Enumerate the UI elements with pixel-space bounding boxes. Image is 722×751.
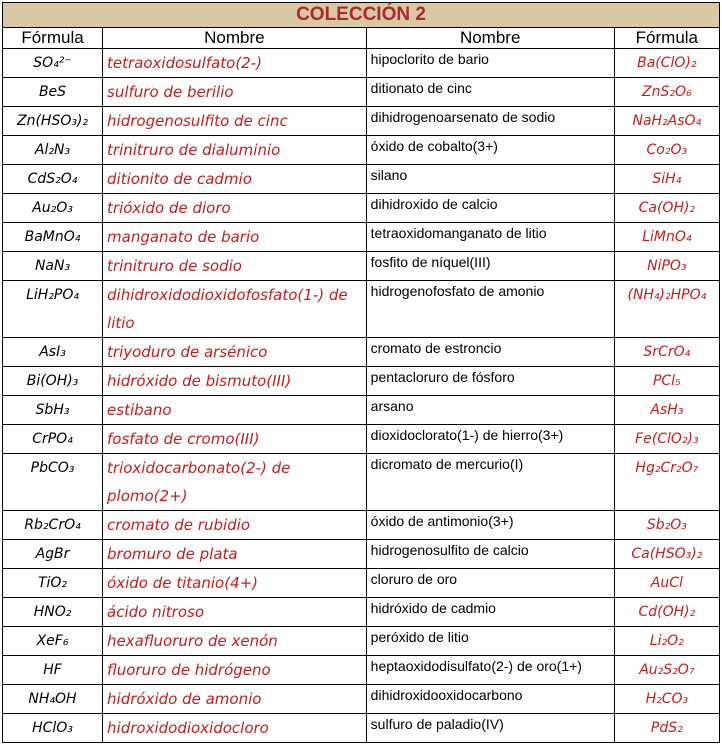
name-answer-cell: trinitruro de dialuminio — [103, 136, 367, 165]
table-row — [3, 714, 720, 743]
name-cell: fosfito de níquel(III) — [366, 252, 614, 281]
name-cell: dihidrogenoarsenato de sodio — [366, 107, 614, 136]
formula-answer-cell: AsH₃ — [614, 396, 719, 425]
formula-answer-cell: Sb₂O₃ — [614, 511, 719, 540]
name-answer-cell: hidrogenosulfito de cinc — [103, 107, 367, 136]
table-row — [3, 194, 720, 223]
formula-cell: Al₂N₃ — [3, 136, 103, 165]
name-cell: sulfuro de paladio(IV) — [366, 714, 614, 743]
name-answer-cell: hidróxido de bismuto(III) — [103, 367, 367, 396]
formula-answer-cell: PCl₅ — [614, 367, 719, 396]
name-cell: peróxido de litio — [366, 627, 614, 656]
table-row — [3, 49, 720, 78]
name-cell: dicromato de mercurio(I) — [366, 454, 614, 511]
table-row — [3, 367, 720, 396]
name-cell: silano — [366, 165, 614, 194]
formula-cell: SbH₃ — [3, 396, 103, 425]
name-cell: heptaoxidodisulfato(2-) de oro(1+) — [366, 656, 614, 685]
name-answer-cell: sulfuro de berilio — [103, 78, 367, 107]
name-answer-cell: hidroxidodioxidocloro — [103, 714, 367, 743]
name-answer-cell: fosfato de cromo(III) — [103, 425, 367, 454]
table-row — [3, 338, 720, 367]
formula-cell: BaMnO₄ — [3, 223, 103, 252]
table-row — [3, 627, 720, 656]
formula-answer-cell: Ca(HSO₃)₂ — [614, 540, 719, 569]
formula-cell: Zn(HSO₃)₂ — [3, 107, 103, 136]
name-cell: cloruro de oro — [366, 569, 614, 598]
table-row — [3, 281, 720, 338]
formula-answer-cell: Co₂O₃ — [614, 136, 719, 165]
formula-cell: TiO₂ — [3, 569, 103, 598]
name-cell: hidróxido de cadmio — [366, 598, 614, 627]
table-row — [3, 78, 720, 107]
table-row — [3, 136, 720, 165]
formula-cell: LiH₂PO₄ — [3, 281, 103, 338]
formula-answer-cell: ZnS₂O₆ — [614, 78, 719, 107]
formula-answer-cell: Au₂S₂O₇ — [614, 656, 719, 685]
header-name-right: Nombre — [366, 28, 614, 49]
table-row — [3, 454, 720, 511]
formula-answer-cell: AuCl — [614, 569, 719, 598]
table-row — [3, 540, 720, 569]
name-cell: hidrogenosulfito de calcio — [366, 540, 614, 569]
name-answer-cell: estibano — [103, 396, 367, 425]
name-answer-cell: óxido de titanio(4+) — [103, 569, 367, 598]
formula-cell: CdS₂O₄ — [3, 165, 103, 194]
formula-answer-cell: Fe(ClO₂)₃ — [614, 425, 719, 454]
name-cell: hipoclorito de bario — [366, 49, 614, 78]
table-row — [3, 425, 720, 454]
table-row — [3, 223, 720, 252]
name-cell: dihidroxido de calcio — [366, 194, 614, 223]
collection-table — [2, 2, 720, 743]
table-row — [3, 656, 720, 685]
formula-cell: AgBr — [3, 540, 103, 569]
formula-cell: Bi(OH)₃ — [3, 367, 103, 396]
table-row — [3, 511, 720, 540]
table-row — [3, 685, 720, 714]
formula-cell: CrPO₄ — [3, 425, 103, 454]
name-answer-cell: trióxido de dioro — [103, 194, 367, 223]
name-answer-cell: trinitruro de sodio — [103, 252, 367, 281]
name-cell: dioxidoclorato(1-) de hierro(3+) — [366, 425, 614, 454]
formula-answer-cell: SrCrO₄ — [614, 338, 719, 367]
name-answer-cell: ditionito de cadmio — [103, 165, 367, 194]
formula-cell: SO₄²⁻ — [3, 49, 103, 78]
formula-answer-cell: Hg₂Cr₂O₇ — [614, 454, 719, 511]
name-answer-cell: bromuro de plata — [103, 540, 367, 569]
collection-table-wrapper — [2, 2, 720, 743]
formula-answer-cell: H₂CO₃ — [614, 685, 719, 714]
table-title: COLECCIÓN 2 — [3, 3, 720, 28]
name-answer-cell: trioxidocarbonato(2-) de plomo(2+) — [103, 454, 367, 511]
name-cell: pentacloruro de fósforo — [366, 367, 614, 396]
header-name-left: Nombre — [103, 28, 367, 49]
formula-cell: NH₄OH — [3, 685, 103, 714]
formula-answer-cell: Li₂O₂ — [614, 627, 719, 656]
formula-answer-cell: Ba(ClO)₂ — [614, 49, 719, 78]
table-row — [3, 569, 720, 598]
name-cell: ditionato de cinc — [366, 78, 614, 107]
name-cell: óxido de antimonio(3+) — [366, 511, 614, 540]
formula-cell: HClO₃ — [3, 714, 103, 743]
name-cell: hidrogenofosfato de amonio — [366, 281, 614, 338]
formula-answer-cell: Cd(OH)₂ — [614, 598, 719, 627]
formula-answer-cell: NiPO₃ — [614, 252, 719, 281]
table-row — [3, 107, 720, 136]
formula-answer-cell: SiH₄ — [614, 165, 719, 194]
name-answer-cell: hexafluoruro de xenón — [103, 627, 367, 656]
table-row — [3, 165, 720, 194]
formula-cell: AsI₃ — [3, 338, 103, 367]
formula-answer-cell: LiMnO₄ — [614, 223, 719, 252]
name-answer-cell: fluoruro de hidrógeno — [103, 656, 367, 685]
formula-answer-cell: (NH₄)₂HPO₄ — [614, 281, 719, 338]
table-row — [3, 396, 720, 425]
formula-cell: Au₂O₃ — [3, 194, 103, 223]
header-formula-right: Fórmula — [614, 28, 719, 49]
formula-answer-cell: Ca(OH)₂ — [614, 194, 719, 223]
name-cell: arsano — [366, 396, 614, 425]
name-answer-cell: ácido nitroso — [103, 598, 367, 627]
name-answer-cell: tetraoxidosulfato(2-) — [103, 49, 367, 78]
formula-cell: HNO₂ — [3, 598, 103, 627]
name-answer-cell: hidróxido de amonio — [103, 685, 367, 714]
name-cell: tetraoxidomanganato de litio — [366, 223, 614, 252]
formula-cell: PbCO₃ — [3, 454, 103, 511]
header-formula-left: Fórmula — [3, 28, 103, 49]
formula-cell: HF — [3, 656, 103, 685]
name-cell: óxido de cobalto(3+) — [366, 136, 614, 165]
name-answer-cell: dihidroxidodioxidofosfato(1-) de litio — [103, 281, 367, 338]
table-row — [3, 598, 720, 627]
name-cell: dihidroxidooxidocarbono — [366, 685, 614, 714]
formula-cell: XeF₆ — [3, 627, 103, 656]
name-cell: cromato de estroncio — [366, 338, 614, 367]
name-answer-cell: triyoduro de arsénico — [103, 338, 367, 367]
formula-answer-cell: PdS₂ — [614, 714, 719, 743]
table-row — [3, 252, 720, 281]
formula-cell: Rb₂CrO₄ — [3, 511, 103, 540]
name-answer-cell: manganato de bario — [103, 223, 367, 252]
formula-answer-cell: NaH₂AsO₄ — [614, 107, 719, 136]
name-answer-cell: cromato de rubidio — [103, 511, 367, 540]
formula-cell: BeS — [3, 78, 103, 107]
formula-cell: NaN₃ — [3, 252, 103, 281]
